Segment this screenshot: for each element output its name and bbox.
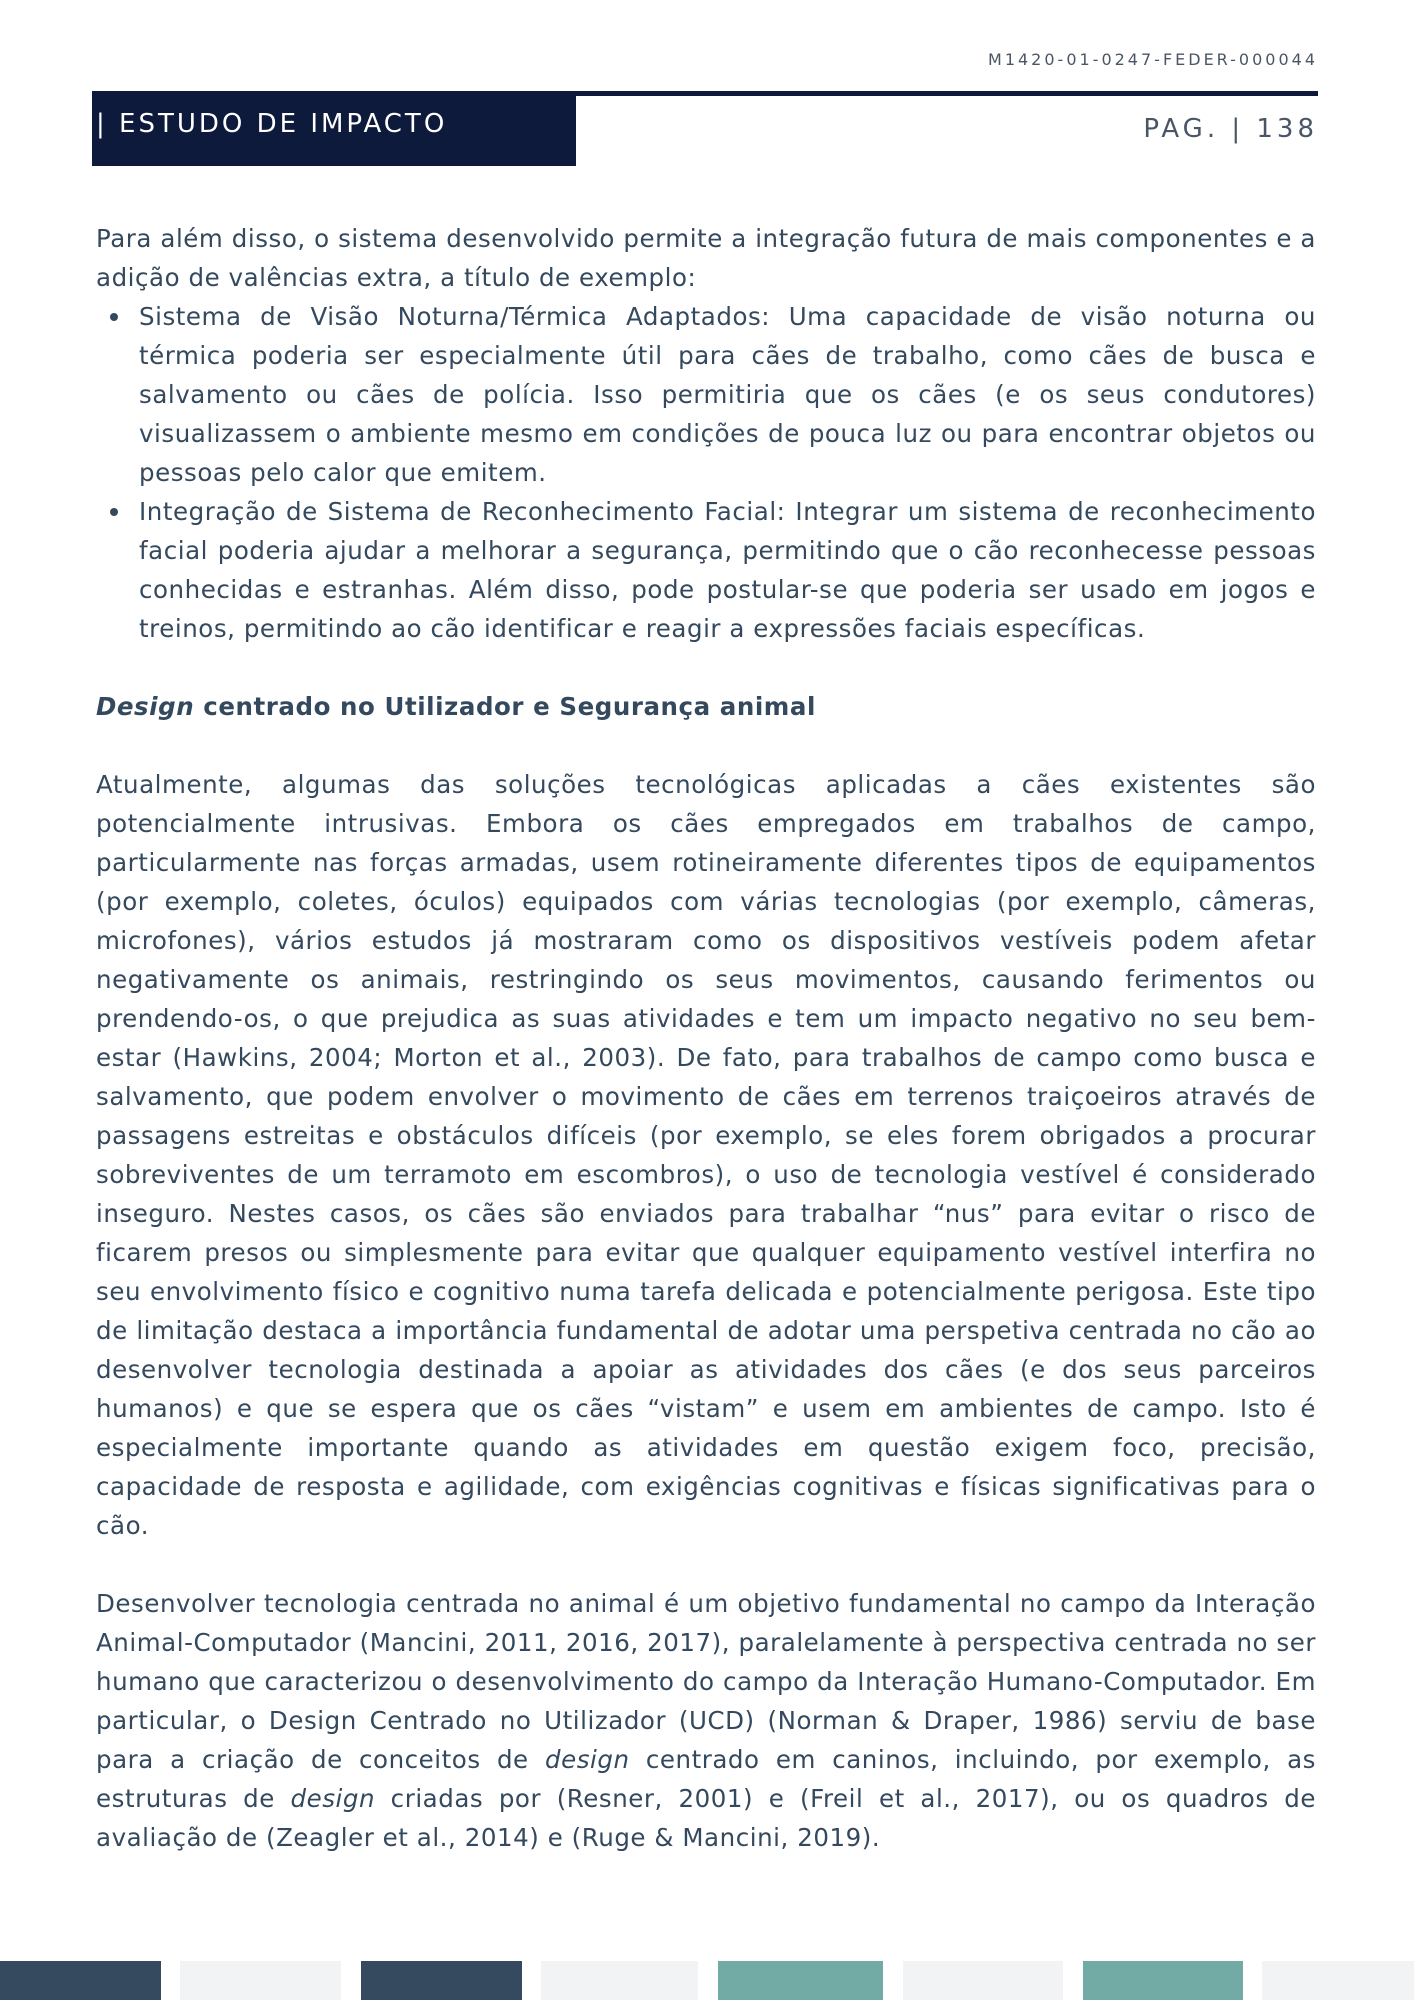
spacer [96,648,1316,687]
bullet-icon [110,313,118,321]
body-paragraph-ucd [96,1584,1316,1857]
bullet-icon [110,508,118,516]
emphasis-design: design [290,1784,376,1813]
section-banner [92,91,576,166]
footer-block [180,1961,341,2000]
spacer [96,1545,1316,1584]
intro-paragraph: Para além disso, o sistema desenvolvido permite a integração futura de mais componentes e a adição de valências extra, a título de exemplo: [96,224,1316,292]
emphasis-design: design [544,1745,630,1774]
paragraph-text: centrado em caninos, incluindo, por exemplo, as estruturas de [96,1745,1316,1813]
footer-block [361,1961,522,2000]
footer-block [0,1961,161,2000]
footer-block [541,1961,698,2000]
list-item-text: Integração de Sistema de Reconhecimento Facial: Integrar um sistema de reconhecimento facial poderia ajudar a melhorar a segurança, permitindo que o cão reconhecesse pessoas conhecidas e estranhas. Além disso, pode postular-se que poderia ser usado em jogos e treinos, permitindo ao cão identificar e reagir a expressões faciais específicas. [139,497,1316,643]
section-heading [96,687,1316,726]
spacer [96,726,1316,765]
section-title: | ESTUDO DE IMPACTO [96,109,448,139]
page-content [96,219,1316,1857]
footer-block [718,1961,883,2000]
page-number: PAG. | 138 [1143,114,1318,144]
bullet-list [96,297,1316,648]
list-item-text: Sistema de Visão Noturna/Térmica Adaptados: Uma capacidade de visão noturna ou térmica poderia ser especialmente útil para cães de trabalho, como cães de busca e salvamento ou cães de polícia. Isso permitiria que os cães (e os seus condutores) visualizassem o ambiente mesmo em condições de pouca luz ou para encontrar objetos ou pessoas pelo calor que emitem. [139,302,1316,487]
body-paragraph: Atualmente, algumas das soluções tecnológicas aplicadas a cães existentes são potencialmente intrusivas. Embora os cães empregados em trabalhos de campo, particularmente nas forças armadas, usem rotineiramente diferentes tipos de equipamentos (por exemplo, coletes, óculos) equipados com várias tecnologias (por exemplo, câmeras, microfones), vários estudos já mostraram como os dispositivos vestíveis podem afetar negativamente os animais, restringindo os seus movimentos, causando ferimentos ou prendendo-os, o que prejudica as suas atividades e tem um impacto negativo no seu bem-estar (Hawkins, 2004; Morton et al., 2003). De fato, para trabalhos de campo como busca e salvamento, que podem envolver o movimento de cães em terrenos traiçoeiros através de passagens estreitas e obstáculos difíceis (por exemplo, se eles forem obrigados a procurar sobreviventes de um terramoto em escombros), o uso de tecnologia vestível é considerado inseguro. Nestes casos, os cães são enviados para trabalhar “nus” para evitar o risco de ficarem presos ou simplesmente para evitar que qualquer equipamento vestível interfira no seu envolvimento físico e cognitivo numa tarefa delicada e potencialmente perigosa. Este tipo de limitação destaca a importância fundamental de adotar uma perspetiva centrada no cão ao desenvolver tecnologia destinada a apoiar as atividades dos cães (e dos seus parceiros humanos) e que se espera que os cães “vistam” e usem em ambientes de campo. Isto é especialmente importante quando as atividades em questão exigem foco, precisão, capacidade de resposta e agilidade, com exigências cognitivas e físicas significativas para o cão. [96,770,1316,1540]
footer-block [903,1961,1063,2000]
reference-code: M1420-01-0247-FEDER-000044 [988,50,1318,69]
paragraph-text: Desenvolver tecnologia centrada no animal é um objetivo fundamental no campo da Interação Animal-Computador (Mancini, 2011, 2016, 2017), paralelamente à perspectiva centrada no ser humano que caracterizou o desenvolvimento do campo da Interação Humano-Computador. Em particular, o Design Centrado no Utilizador (UCD) (Norman & Draper, 1986) serviu de base para a criação de conceitos de [96,1589,1316,1774]
footer-block [1083,1961,1243,2000]
footer-color-bar [0,1961,1414,2000]
list-item [96,492,1316,648]
section-heading-emphasis: Design [96,692,195,721]
list-item [96,297,1316,492]
paragraph-text: criadas por (Resner, 2001) e (Freil et al., 2017), ou os quadros de avaliação de (Zeagler et al., 2014) e (Ruge & Mancini, 2019). [96,1784,1316,1852]
footer-block [1262,1961,1414,2000]
section-heading-text: centrado no Utilizador e Segurança animal [194,692,816,721]
